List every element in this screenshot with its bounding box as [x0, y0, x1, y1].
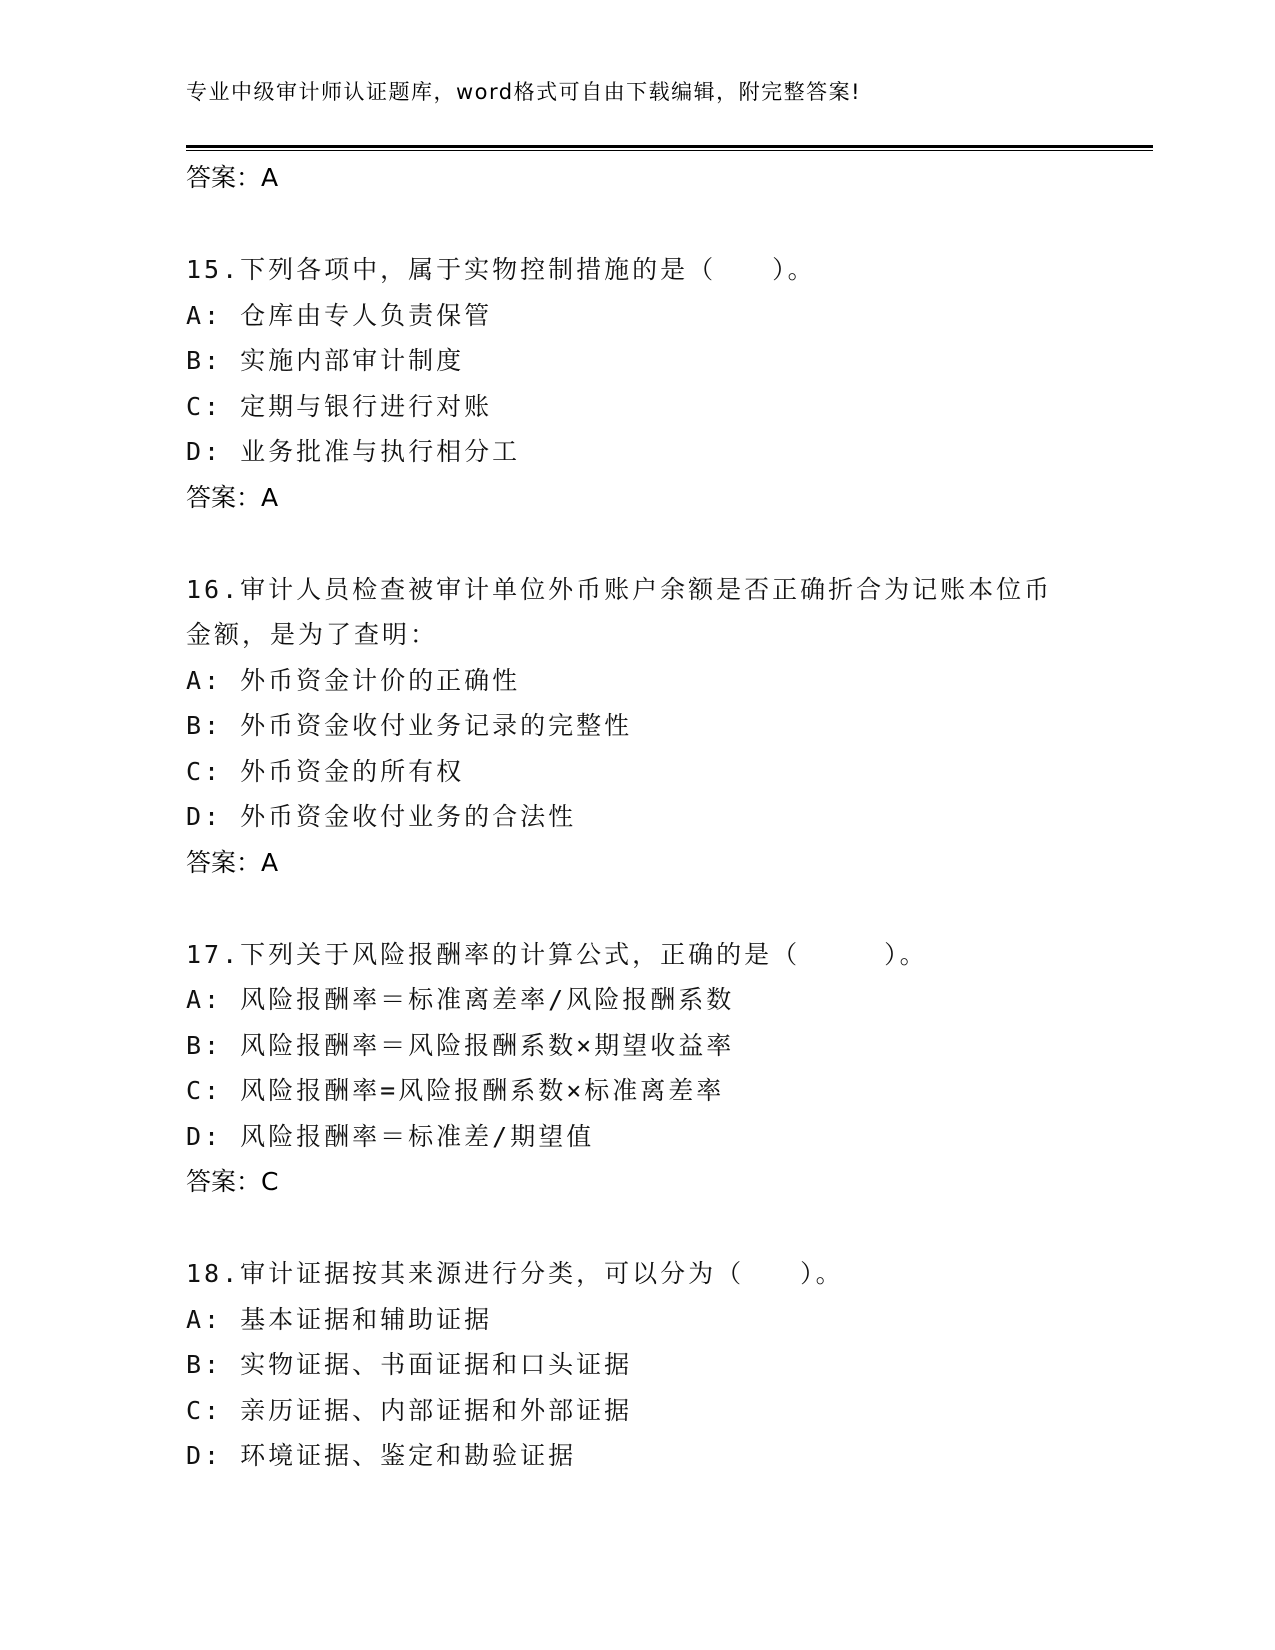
answer-value: A: [261, 482, 279, 512]
option-c: C: 定期与银行进行对账: [186, 391, 493, 421]
option-b: B: 实物证据、书面证据和口头证据: [186, 1350, 633, 1379]
option-a: A: 基本证据和辅助证据: [186, 1304, 493, 1334]
option-b: B: 外币资金收付业务记录的完整性: [186, 711, 633, 740]
answer-value: C: [261, 1167, 279, 1196]
question-stem: 17.下列关于风险报酬率的计算公式，正确的是（ ）。: [186, 939, 928, 969]
question-block: [186, 567, 1086, 840]
question-stem: 15.下列各项中，属于实物控制措施的是（ ）。: [186, 255, 816, 284]
page-header: 专业中级审计师认证题库，word格式可自由下载编辑，附完整答案!: [186, 80, 862, 104]
header-rule-thin: [186, 150, 1153, 151]
header-rule-thick: [186, 145, 1153, 148]
question-block: [186, 1251, 1086, 1479]
answer-line: [186, 1159, 1086, 1205]
option-a: A: 风险报酬率＝标准离差率/风险报酬系数: [186, 985, 735, 1014]
answer-label: 答案：: [186, 482, 262, 512]
answer-line: [186, 475, 1086, 521]
answer-line: [186, 155, 1086, 201]
question-stem: 18.审计证据按其来源进行分类，可以分为（ ）。: [186, 1259, 844, 1288]
option-d: D: 外币资金收付业务的合法性: [186, 802, 577, 831]
option-a: A: 仓库由专人负责保管: [186, 300, 493, 330]
answer-label: 答案：: [186, 1167, 262, 1196]
question-list: [186, 155, 1086, 1479]
answer-label: 答案：: [186, 163, 262, 192]
answer-line: [186, 840, 1086, 886]
answer-value: A: [261, 847, 279, 877]
option-d: D: 环境证据、鉴定和勘验证据: [186, 1441, 577, 1470]
answer-label: 答案：: [186, 847, 262, 877]
answer-value: A: [261, 163, 279, 192]
option-b: B: 实施内部审计制度: [186, 346, 465, 375]
question-block: [186, 932, 1086, 1160]
option-c: C: 外币资金的所有权: [186, 756, 465, 786]
question-stem: 16.审计人员检查被审计单位外币账户余额是否正确折合为记账本位币金额，是为了查明：: [186, 574, 1053, 649]
option-d: D: 业务批准与执行相分工: [186, 437, 521, 466]
option-c: C: 亲历证据、内部证据和外部证据: [186, 1395, 633, 1425]
option-d: D: 风险报酬率＝标准差/期望值: [186, 1121, 595, 1151]
option-a: A: 外币资金计价的正确性: [186, 665, 521, 695]
option-c: C: 风险报酬率=风险报酬系数×标准离差率: [186, 1076, 725, 1105]
question-block: [186, 247, 1086, 475]
option-b: B: 风险报酬率＝风险报酬系数×期望收益率: [186, 1030, 735, 1060]
